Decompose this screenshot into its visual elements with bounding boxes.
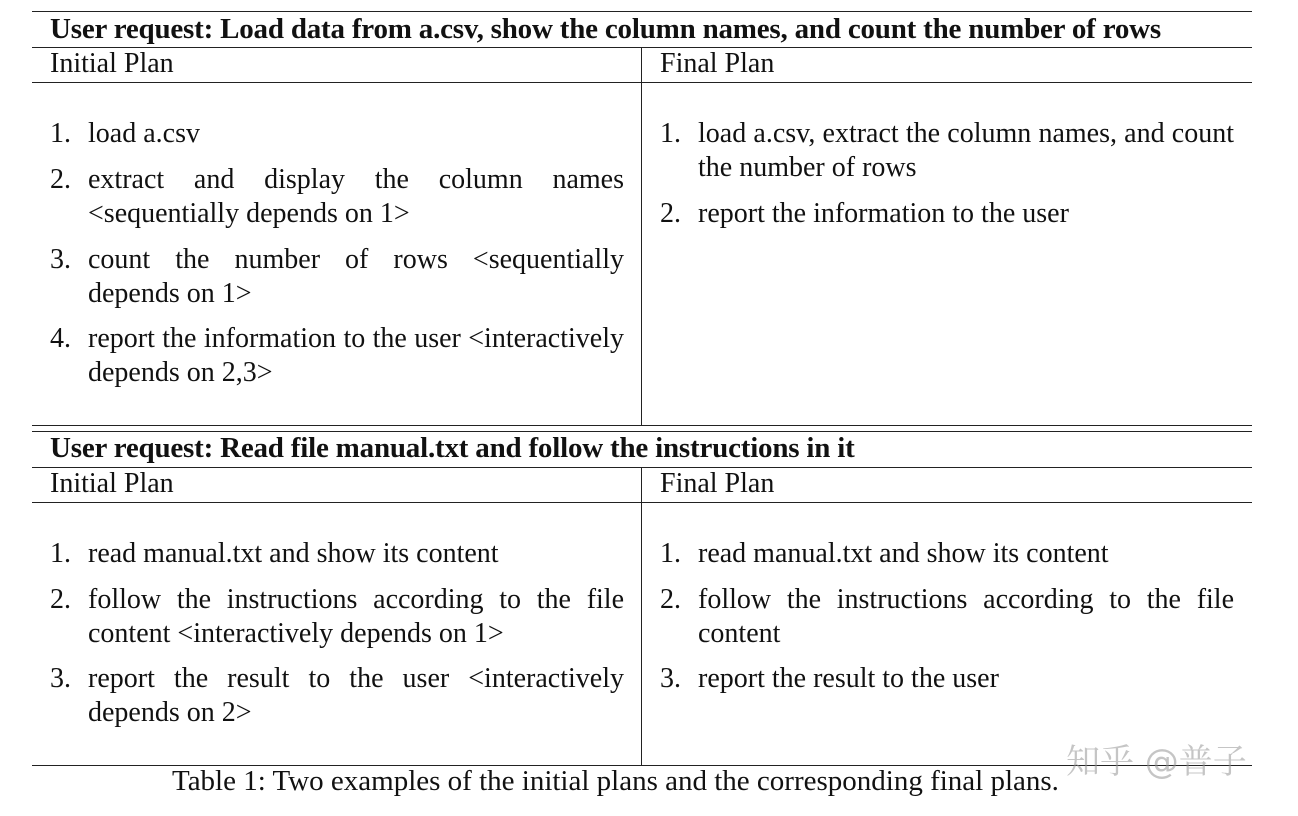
item-number: 3. (50, 663, 71, 694)
item-number: 3. (660, 663, 681, 694)
item-text: load a.csv, extract the column names, and count the number of rows (698, 118, 1234, 183)
item-number: 4. (50, 323, 71, 354)
item-text: read manual.txt and show its content (88, 538, 499, 569)
item-number: 1. (660, 538, 681, 569)
item-number: 2. (660, 584, 681, 615)
item-number: 1. (660, 118, 681, 149)
table2-top-rule-a (32, 425, 1252, 426)
table1-initial-plan-header: Initial Plan (50, 48, 174, 79)
table1-final-plan-header: Final Plan (660, 48, 775, 79)
item-number: 1. (50, 538, 71, 569)
item-number: 2. (660, 198, 681, 229)
table1-request-rule (32, 47, 1252, 48)
table2-column-divider (641, 468, 642, 766)
table2-initial-plan-header: Initial Plan (50, 468, 174, 499)
table2-header-rule (32, 502, 1252, 503)
item-text: follow the instructions according to the file content <interactively depends on 1> (88, 584, 624, 649)
table2-final-plan-header: Final Plan (660, 468, 775, 499)
item-text: read manual.txt and show its content (698, 538, 1109, 569)
table1-top-rule (32, 11, 1252, 12)
item-text: load a.csv (88, 118, 200, 149)
site-watermark: 知乎 @普子 (1066, 742, 1247, 782)
item-text: report the result to the user (698, 663, 999, 694)
item-text: report the information to the user (698, 198, 1069, 229)
item-text: follow the instructions according to the file content (698, 584, 1234, 649)
item-text: report the information to the user <interactively depends on 2,3> (88, 323, 624, 388)
item-number: 1. (50, 118, 71, 149)
table2-request-heading: User request: Read file manual.txt and follow the instructions in it (50, 432, 855, 464)
table2-request-rule (32, 467, 1252, 468)
item-number: 3. (50, 244, 71, 275)
item-text: extract and display the column names <sequentially depends on 1> (88, 164, 624, 229)
table1-request-heading: User request: Load data from a.csv, show the column names, and count the number of rows (50, 13, 1161, 45)
table1-column-divider (641, 48, 642, 425)
item-text: count the number of rows <sequentially depends on 1> (88, 244, 624, 309)
item-text: report the result to the user <interactively depends on 2> (88, 663, 624, 728)
table-caption: Table 1: Two examples of the initial plans and the corresponding final plans. (172, 765, 1059, 797)
table1-header-rule (32, 82, 1252, 83)
item-number: 2. (50, 584, 71, 615)
item-number: 2. (50, 164, 71, 195)
